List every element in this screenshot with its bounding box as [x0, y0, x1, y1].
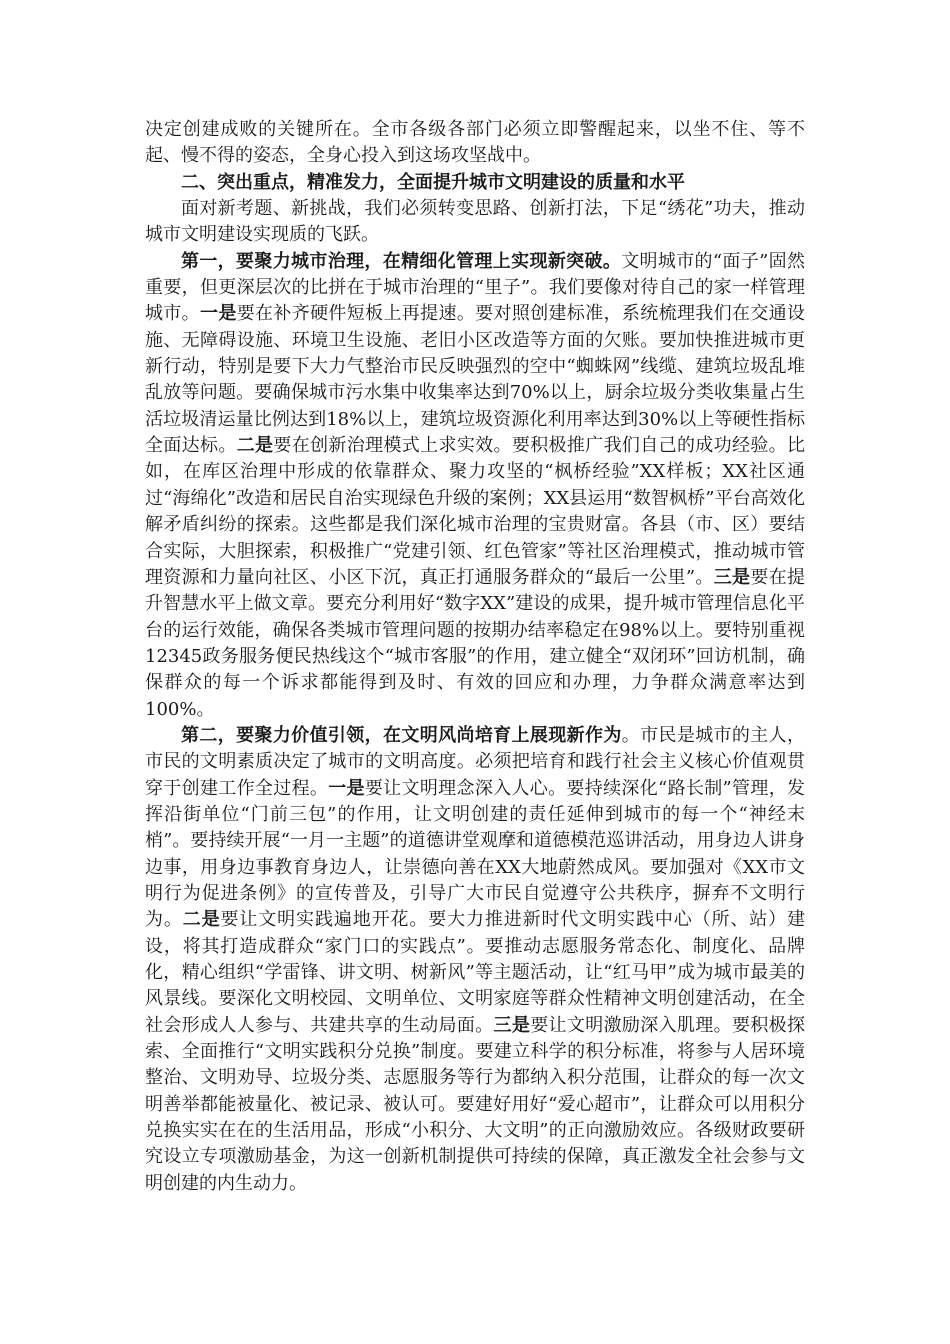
second-point-text-4: 要让文明激励深入肌理。要积极探索、全面推行“文明实践积分兑换”制度。要建立科学的积分标准，将参与人居环境整治、文明劝导、垃圾分类、志愿服务等行为都纳入积分范围，让群众的每一次文明善举都能被量化、被记录、被认可。要建好用好“爱心超市”，让群众可以用积分兑换实实在在的生活用品，形成“小积分、大文明”的正向激励效应。各级财政要研究设立专项激励基金，为这一创新机制提供可持续的保障，真正激发全社会参与文明创建的内生动力。 — [145, 1014, 806, 1194]
first-point-text-1: 文明城市的“面子”固然重要，但更深层次的比拼在于城市治理的“里子”。我们要像对待自己的家一样管理城市。 — [145, 250, 806, 325]
second-point-item-3-marker: 三是 — [493, 1014, 531, 1036]
second-point-lead: 第二，要聚力价值引领，在文明风尚培育上展现新作为 — [181, 724, 622, 746]
first-point-text-2: 要在补齐硬件短板上再提速。要对照创建标准，系统梳理我们在交通设施、无障碍设施、环境卫生设施、老旧小区改造等方面的欠账。要加快推进城市更新行动，特别是要下大力气整治市民反映强烈的空中“蜘蛛网”线缆、建筑垃圾乱堆乱放等问题。要确保城市污水集中收集率达到70%以上，厨余垃圾分类收集量占生活垃圾清运量比例达到18%以上，建筑垃圾资源化利用率达到30%以上等硬性指标全面达标。 — [145, 303, 806, 457]
first-point-lead: 第一，要聚力城市治理，在精细化管理上实现新突破。 — [181, 250, 622, 272]
first-point-text-3: 要在创新治理模式上求实效。要积极推广我们自己的成功经验。比如，在库区治理中形成的依靠群众、聚力攻坚的“枫桥经验”XX样板；XX社区通过“海绵化”改造和居民自治实现绿色升级的案例；XX县运用“数智枫桥”平台高效化解矛盾纠纷的探索。这些都是我们深化城市治理的宝贵财富。各县（市、区）要结合实际，大胆探索，积极推广“党建引领、红色管家”等社区治理模式，推动城市管理资源和力量向社区、小区下沉，真正打通服务群众的“最后一公里”。 — [145, 435, 806, 588]
first-point-item-2-marker: 二是 — [236, 435, 274, 457]
document-page — [145, 117, 805, 1197]
paragraph-first-point — [145, 249, 805, 723]
second-point-item-2-marker: 二是 — [182, 909, 221, 931]
section-heading: 二、突出重点，精准发力，全面提升城市文明建设的质量和水平 — [181, 171, 685, 193]
second-point-text-2: 要让文明理念深入人心。要持续深化“路长制”管理，发挥沿街单位“门前三包”的作用，让文明创建的责任延伸到城市的每一个“神经末梢”。要持续开展“一月一主题”的道德讲堂观摩和道德模范巡讲活动，用身边人讲身边事，用身边事教育身边人，让崇德向善在XX大地蔚然成风。要加强对《XX市文明行为促进条例》的宣传普及，引导广大市民自觉遵守公共秩序，摒弃不文明行为。 — [145, 777, 806, 931]
second-point-text-1: 。市民是城市的主人，市民的文明素质决定了城市的文明高度。必须把培育和践行社会主义核心价值观贯穿于创建工作全过程。 — [145, 724, 806, 799]
paragraph-continuation: 决定创建成败的关键所在。全市各级各部门必须立即警醒起来，以坐不住、等不起、慢不得的姿态，全身心投入到这场攻坚战中。 — [145, 119, 805, 167]
second-point-text-3: 要让文明实践遍地开花。要大力推进新时代文明实践中心（所、站）建设，将其打造成群众“家门口的实践点”。要推动志愿服务常态化、制度化、品牌化，精心组织“学雷锋、讲文明、树新风”等主题活动，让“红马甲”成为城市最美的风景线。要深化文明校园、文明单位、文明家庭等群众性精神文明创建活动，在全社会形成人人参与、共建共享的生动局面。 — [145, 909, 805, 1036]
paragraph-second-point — [145, 723, 805, 1197]
second-point-item-1-marker: 一是 — [328, 777, 365, 799]
first-point-text-4: 要在提升智慧水平上做文章。要充分利用好“数字XX”建设的成果，提升城市管理信息化平台的运行效能，确保各类城市管理问题的按期办结率稳定在98%以上。要特别重视12345政务服务便民热线这个“城市客服”的作用，建立健全“双闭环”回访机制，确保群众的每一个诉求都能得到及时、有效的回应和办理，力争群众满意率达到100%。 — [145, 566, 806, 720]
paragraph-intro: 面对新考题、新挑战，我们必须转变思路、创新打法，下足“绣花”功夫，推动城市文明建设实现质的飞跃。 — [145, 198, 805, 246]
first-point-item-1-marker: 一是 — [200, 303, 237, 325]
first-point-item-3-marker: 三是 — [713, 566, 751, 588]
